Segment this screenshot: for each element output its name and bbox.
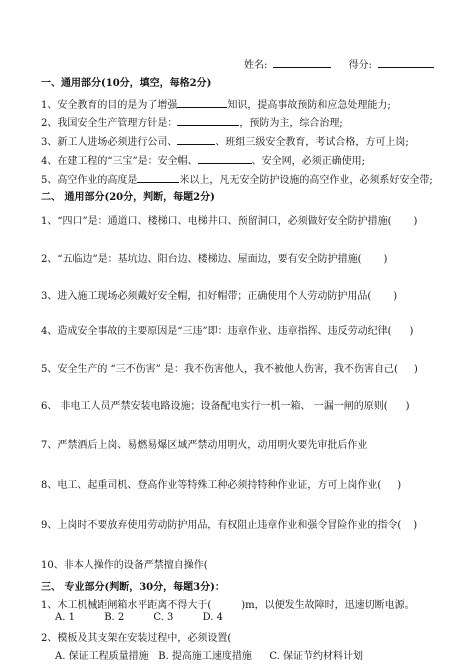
s1-q2-blank[interactable] [177,115,239,126]
s3-q2-options [55,651,363,663]
s1-question-1: 1、安全教育的目的是为了增强 知识，提高事故预防和应急处理能力; [41,97,391,112]
s2-question-1: 1、“四口”是：通道口、楼梯口、电梯井口、预留洞口，必须做好安全防护措施( ) [41,216,418,227]
section1-title: 一、通用部分(10分，填空，每格2分) [41,78,212,89]
s1-question-3: 3、新工人进场必须进行公司、 、班组三级安全教育，考试合格，方可上岗; [41,134,409,149]
section3-title: 三、 专业部分(判断，30分，每题3分)： [41,582,225,593]
name-blank[interactable] [273,57,331,68]
s1-question-4: 4、在建工程的“三宝”是：安全帽、 、安全网，必须正确使用; [41,153,365,168]
s3-question-2: 2、模板及其支架在安装过程中，必须设置( [41,633,232,644]
s1-question-5: 5、高空作业的高度是 米以上，凡无安全防护设施的高空作业，必须系好安全带; [41,172,433,187]
s1-q4-blank[interactable] [198,153,252,164]
s3-q1-option-a[interactable]: A. 1 [55,612,75,623]
s2-question-10: 10、非本人操作的设备严禁擅自操作( [41,560,208,571]
s3-q2-option-c[interactable]: C. 保证节约材料计划 [269,651,364,662]
s2-question-3: 3、进入施工现场必须戴好安全帽，扣好帽带；正确使用个人劳动防护用品( ) [41,291,398,302]
s2-question-5: 5、安全生产的 “三不伤害” 是：我不伤害他人，我不被他人伤害，我不伤害自己( ) [41,364,418,375]
s1-q3-blank[interactable] [177,134,215,145]
s1-q5-blank[interactable] [137,172,179,183]
name-label: 姓名: [244,60,268,71]
score-blank[interactable] [378,57,434,68]
s3-q1-option-c[interactable]: C. 3 [153,612,174,623]
s2-question-2: 2、“五临边”是：基坑边、阳台边、楼梯边、屋面边，要有安全防护措施( ) [41,254,388,265]
s2-question-8: 8、电工、起重司机、登高作业等特殊工种必须持特种作业证，方可上岗作业( ) [41,480,402,491]
s1-question-2: 2、我国安全生产管理方针是： ，预防为主，综合治理; [41,115,343,130]
header [244,57,434,72]
s2-question-6: 6、 非电工人员严禁安装电路设施；设备配电实行一机一箱、 一漏一闸的原则( ) [41,401,410,412]
s1-q1-blank[interactable] [177,97,227,108]
s2-question-7: 7、严禁酒后上岗、易燃易爆区域严禁动用明火，动用明火要先审批后作业 [41,440,368,451]
s3-q2-option-a[interactable]: A. 保证工程质量措施 [55,651,149,662]
section2-title: 二、 通用部分(20分，判断，每题2分) [41,192,215,203]
s3-q1-option-b[interactable]: B. 2 [104,612,125,623]
s3-q1-options [55,612,223,624]
s3-q2-option-b[interactable]: B. 提高施工速度措施 [158,651,252,662]
score-label: 得分: [348,60,372,71]
s2-question-9: 9、上岗时不要放弃使用劳动防护用品，有权阻止违章作业和强令冒险作业的指令( ) [41,520,418,531]
s3-q1-option-d[interactable]: D. 4 [202,612,223,623]
s2-question-4: 4、造成安全事故的主要原因是“三违”即：违章作业、违章指挥、违反劳动纪律( ) [41,326,414,337]
s3-question-1: 1、木工机械距闸箱水平距离不得大于( )m，以便发生故障时，迅速切断电源。 [41,600,415,611]
